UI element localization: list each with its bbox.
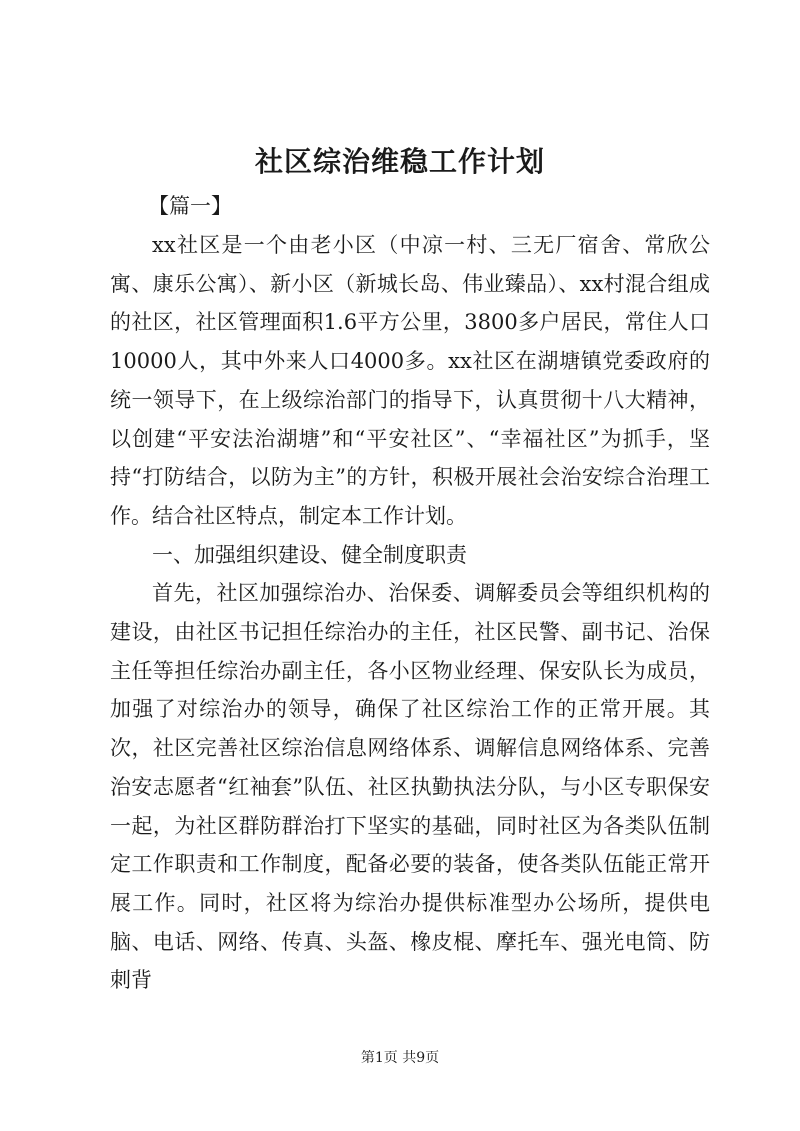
paragraph-organization: 首先，社区加强综治办、治保委、调解委员会等组织机构的建设，由社区书记担任综治办的主任，社区民警、副书记、治保主任等担任综治办副主任，各小区物业经理、保安队长为成员，加强了对综治办的领导，确保了社区综治工作的正常开展。其次，社区完善社区综治信息网络体系、调解信息网络体系、完善治安志愿者“红袖套”队伍、社区执勤执法分队，与小区专职保安一起，为社区群防群治打下坚实的基础，同时社区为各类队伍制定工作职责和工作制度，配备必要的装备，使各类队伍能正常开展工作。同时，社区将为综治办提供标准型办公场所，提供电脑、电话、网络、传真、头盔、橡皮棍、摩托车、强光电筒、防刺背 [110,581,710,993]
page-footer: 第1页 共9页 [360,1050,440,1066]
paragraph-intro: xx社区是一个由老小区（中凉一村、三无厂宿舍、常欣公寓、康乐公寓）、新小区（新城长岛、伟业臻品）、xx村混合组成的社区，社区管理面积1.6平方公里，3800多户居民，常住人口10000人，其中外来人口4000多。xx社区在湖塘镇党委政府的统一领导下，在上级综治部门的指导下，认真贯彻十八大精神，以创建“平安法治湖塘”和“平安社区”、“幸福社区”为抓手，坚持“打防结合，以防为主”的方针，积极开展社会治安综合治理工作。结合社区特点，制定本工作计划。 [110,233,710,528]
document-title: 社区综治维稳工作计划 [254,145,545,178]
section-tag: 【篇一】 [148,194,232,218]
document-body [110,226,710,1000]
section-heading-1: 一、加强组织建设、健全制度职责 [152,542,467,567]
